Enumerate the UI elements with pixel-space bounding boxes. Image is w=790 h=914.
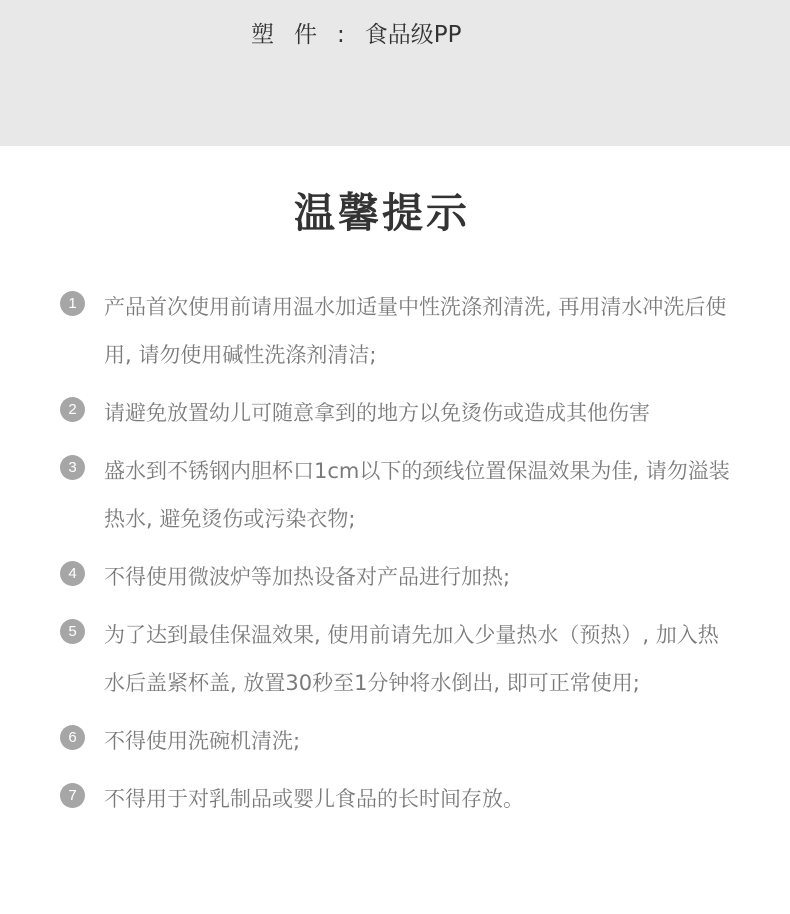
tips-list [58, 283, 738, 833]
tip-text: 不得使用洗碗机清洗; [104, 729, 301, 753]
tip-text: 请避免放置幼儿可随意拿到的地方以免烫伤或造成其他伤害 [104, 401, 650, 425]
product-spec-band [0, 0, 790, 146]
tip-number-badge: 3 [60, 455, 85, 480]
tip-number-badge: 4 [60, 561, 85, 586]
tip-number-badge: 6 [60, 725, 85, 750]
tip-item-7 [58, 775, 738, 823]
tip-text: 不得用于对乳制品或婴儿食品的长时间存放。 [104, 787, 524, 811]
tip-text: 盛水到不锈钢内胆杯口1cm以下的颈线位置保温效果为佳, 请勿溢装热水, 避免烫伤或污染衣物; [104, 459, 730, 531]
tip-item-4 [58, 553, 738, 601]
tip-item-6 [58, 717, 738, 765]
tip-text: 不得使用微波炉等加热设备对产品进行加热; [104, 565, 511, 589]
material-label: 塑件: [251, 22, 365, 48]
tip-item-3 [58, 447, 738, 543]
page-title: 温馨提示 [294, 189, 470, 237]
tip-number-badge: 5 [60, 619, 85, 644]
tip-text: 产品首次使用前请用温水加适量中性洗涤剂清洗, 再用清水冲洗后使用, 请勿使用碱性洗涤剂清洁; [104, 295, 727, 367]
tip-number-badge: 7 [60, 783, 85, 808]
tip-item-5 [58, 611, 738, 707]
tip-item-1 [58, 283, 738, 379]
material-spec [251, 18, 462, 52]
tip-number-badge: 1 [60, 291, 85, 316]
material-value: 食品级PP [364, 22, 462, 48]
tip-item-2 [58, 389, 738, 437]
tip-text: 为了达到最佳保温效果, 使用前请先加入少量热水（预热）, 加入热水后盖紧杯盖, 放置30秒至1分钟将水倒出, 即可正常使用; [104, 623, 719, 695]
tip-number-badge: 2 [60, 397, 85, 422]
